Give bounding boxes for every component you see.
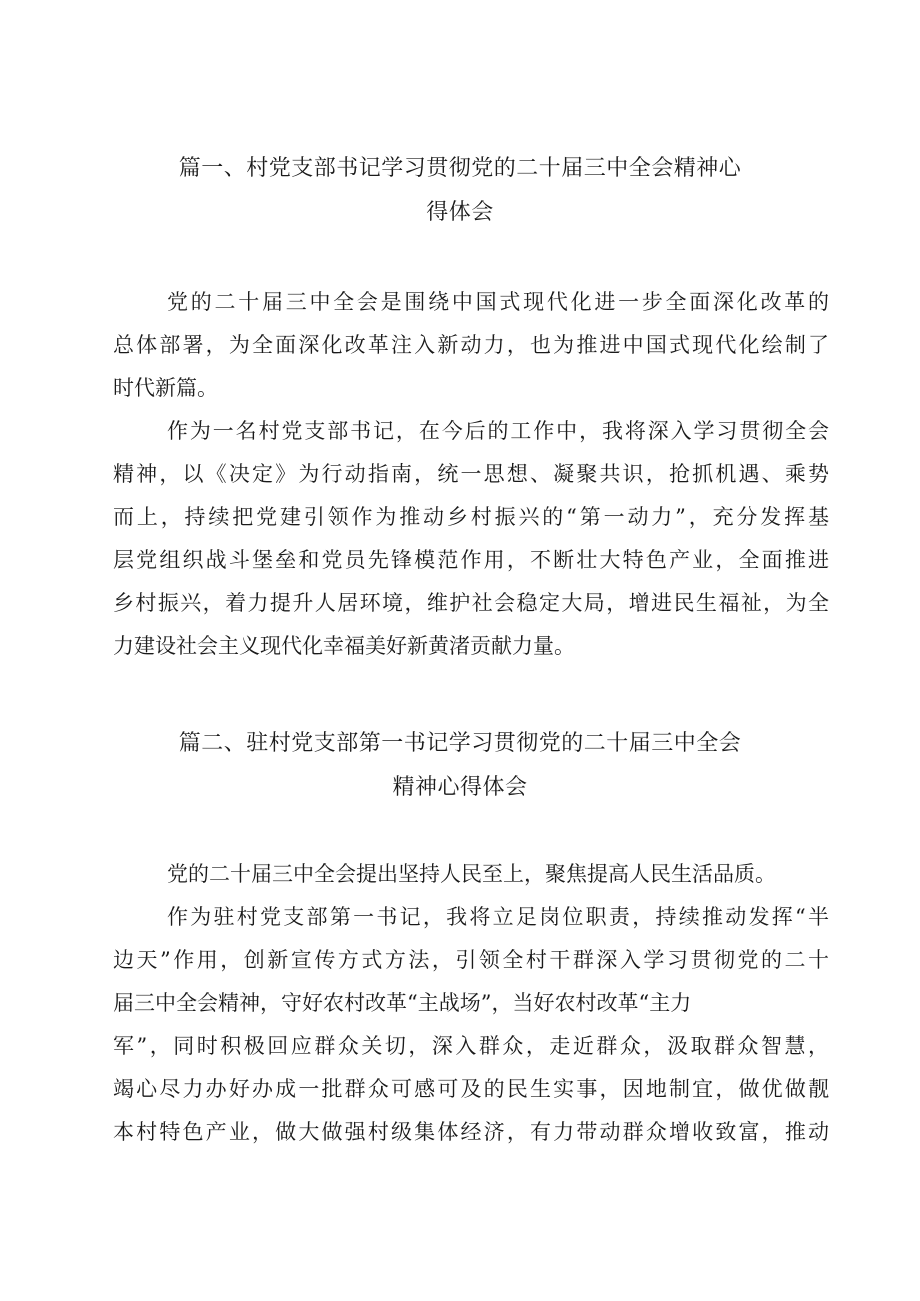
section2-title-line2: 精神心得体会 xyxy=(392,775,528,800)
text-line: 乡村振兴，着力提升人居环境，维护社会稳定大局，增进民生福祉，为全 xyxy=(113,591,829,615)
text-line: 而上，持续把党建引领作为推动乡村振兴的“第一动力”，充分发挥基 xyxy=(113,505,829,529)
text-line: 本村特色产业，做大做强村级集体经济，有力带动群众增收致富，推动 xyxy=(113,1120,829,1144)
text-line: 层党组织战斗堡垒和党员先锋模范作用，不断壮大特色产业，全面推进 xyxy=(113,548,829,572)
section1-paragraph1 xyxy=(113,281,829,410)
text-line: 力建设社会主义现代化幸福美好新黄渚贡献力量。 xyxy=(113,634,575,658)
text-line: 时代新篇。 xyxy=(113,376,218,400)
section2-title-line1: 篇二、驻村党支部第一书记学习贯彻党的二十届三中全会 xyxy=(178,731,742,756)
text-line: 边天”作用，创新宣传方式方法，引领全村干群深入学习贯彻党的二十 xyxy=(113,948,829,972)
text-line: 作为驻村党支部第一书记，我将立足岗位职责，持续推动发挥“半 xyxy=(167,905,829,929)
section1-title-line2: 得体会 xyxy=(426,200,494,225)
text-line: 作为一名村党支部书记，在今后的工作中，我将深入学习贯彻全会 xyxy=(167,419,829,443)
text-line: 精神，以《决定》为行动指南，统一思想、凝聚共识，抢抓机遇、乘势 xyxy=(113,462,829,486)
section1-title xyxy=(0,147,920,235)
text-line: 竭心尽力办好办成一批群众可感可及的民生实事，因地制宜，做优做靓 xyxy=(113,1077,829,1101)
section2-paragraph2 xyxy=(113,896,829,1154)
section2-paragraph1 xyxy=(113,853,829,896)
text-line: 党的二十届三中全会是围绕中国式现代化进一步全面深化改革的 xyxy=(167,290,829,314)
section2-title xyxy=(0,722,920,810)
section1-paragraph2 xyxy=(113,410,829,668)
section1-title-line1: 篇一、村党支部书记学习贯彻党的二十届三中全会精神心 xyxy=(178,156,742,181)
text-line: 党的二十届三中全会提出坚持人民至上，聚焦提高人民生活品质。 xyxy=(167,862,776,886)
text-line: 届三中全会精神，守好农村改革“主战场”，当好农村改革“主力 xyxy=(113,991,692,1015)
text-line: 总体部署，为全面深化改革注入新动力，也为推进中国式现代化绘制了 xyxy=(113,333,829,357)
text-line: 军”，同时积极回应群众关切，深入群众，走近群众，汲取群众智慧， xyxy=(113,1034,829,1058)
